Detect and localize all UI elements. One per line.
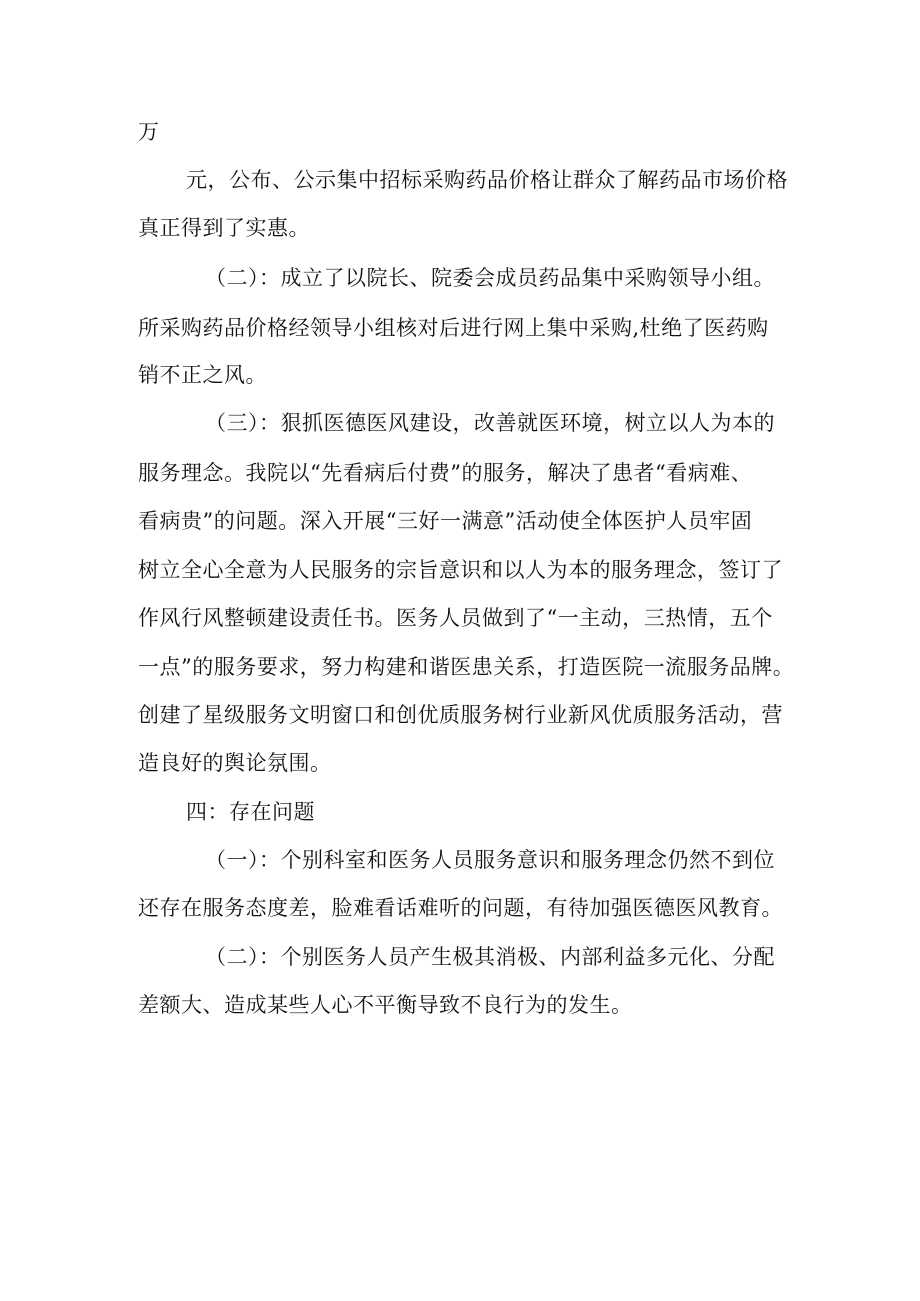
- text-line: 万: [138, 120, 160, 144]
- text-line: 还存在服务态度差，脸难看话难听的问题，有待加强医德医风教育。: [138, 896, 783, 920]
- text-line: 树立全心全意为人民服务的宗旨意识和以人为本的服务理念，签订了: [138, 558, 783, 582]
- text-line: （三）：狠抓医德医风建设，改善就医环境，树立以人为本的: [205, 411, 775, 435]
- text-line: 元，公布、公示集中招标采购药品价格让群众了解药品市场价格: [186, 168, 788, 192]
- text-line: （二）：个别医务人员产生极其消极、内部利益多元化、分配: [205, 945, 775, 969]
- text-line: 作风行风整顿建设责任书。医务人员做到了“一主动，三热情，五个: [138, 606, 773, 630]
- text-line: 所采购药品价格经领导小组核对后进行网上集中采购,杜绝了医药购: [138, 316, 769, 340]
- text-line: 销不正之风。: [138, 363, 267, 387]
- text-line: 服务理念。我院以“先看病后付费”的服务，解决了患者“看病难、: [138, 461, 753, 485]
- text-line: 一点”的服务要求，努力构建和谐医患关系，打造医院一流服务品牌。: [138, 655, 795, 679]
- section-heading-line: 造良好的舆论氛围。: [138, 751, 332, 775]
- text-line: 差额大、造成某些人心不平衡导致不良行为的发生。: [138, 993, 633, 1017]
- text-line: （一）：个别科室和医务人员服务意识和服务理念仍然不到位: [205, 848, 775, 872]
- text-line: 看病贵”的问题。深入开展“三好一满意”活动使全体医护人员牢固: [138, 509, 753, 533]
- section-heading: 四：存在问题: [186, 800, 315, 824]
- text-line: 创建了星级服务文明窗口和创优质服务树行业新风优质服务活动，营: [138, 703, 783, 727]
- text-line: （二）：成立了以院长、院委会成员药品集中采购领导小组。: [205, 266, 775, 290]
- text-line: 真正得到了实惠。: [138, 216, 310, 240]
